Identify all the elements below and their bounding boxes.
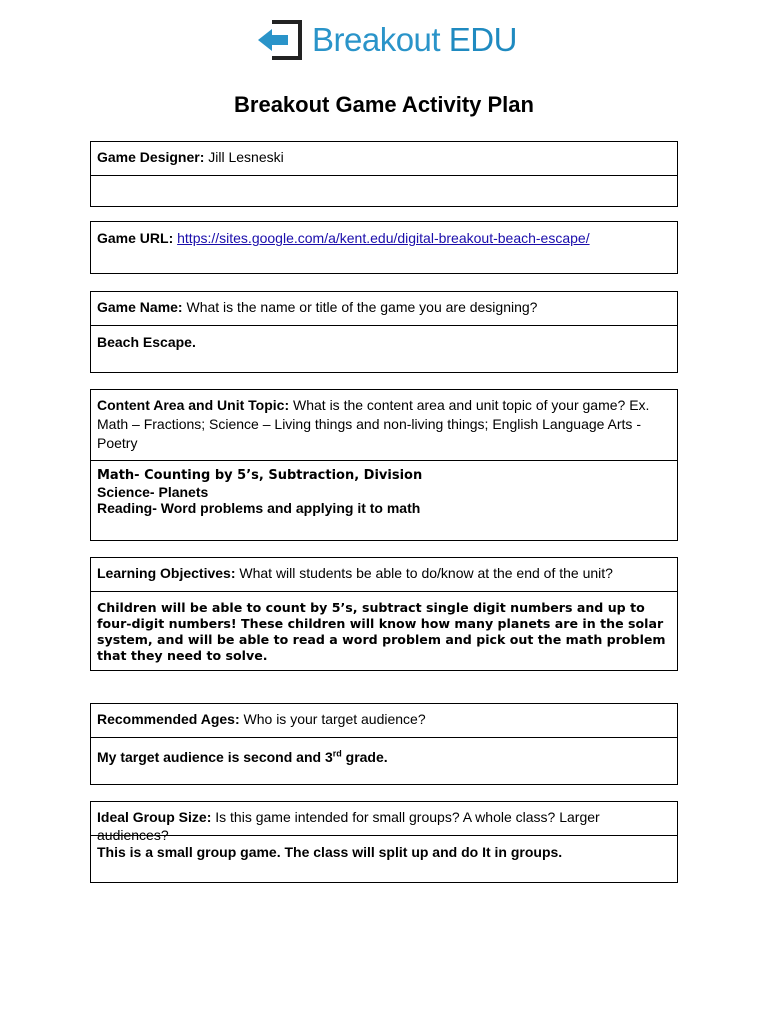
name-box xyxy=(90,291,678,373)
group-answer: This is a small group game. The class will split up and do It in groups. xyxy=(97,844,563,860)
content-answer-line-3: Reading- Word problems and applying it to math xyxy=(97,500,421,516)
game-url-link[interactable]: https://sites.google.com/a/kent.edu/digital-breakout-beach-escape/ xyxy=(177,230,590,246)
ages-box xyxy=(90,703,678,785)
url-box xyxy=(90,221,678,274)
content-answer-line-2: Science- Planets xyxy=(97,484,209,500)
content-box xyxy=(90,389,678,541)
page-title: Breakout Game Activity Plan xyxy=(234,92,534,117)
group-box xyxy=(90,801,678,883)
name-prompt: What is the name or title of the game you are designing? xyxy=(186,299,538,315)
objectives-box xyxy=(90,557,678,671)
content-label: Content Area and Unit Topic: xyxy=(97,397,290,413)
designer-label: Game Designer: xyxy=(97,149,205,165)
designer-value: Jill Lesneski xyxy=(208,149,284,165)
ages-label: Recommended Ages: xyxy=(97,711,240,727)
group-prompt: Is this game intended for small groups? A whole class? Larger audiences? xyxy=(97,809,600,843)
designer-empty-row xyxy=(91,175,677,206)
content-answer-line-1: Math- Counting by 5’s, Subtraction, Division xyxy=(97,468,423,483)
designer-box xyxy=(90,141,678,207)
breakout-edu-logo xyxy=(256,18,517,62)
content-prompt: What is the content area and unit topic of your game? Ex. Math – Fractions; Science – Living things and non-living things; English Language Arts - Poetry xyxy=(97,397,650,451)
group-label: Ideal Group Size: xyxy=(97,809,212,825)
objectives-prompt: What will students be able to do/know at the end of the unit? xyxy=(239,565,613,581)
name-label: Game Name: xyxy=(97,299,183,315)
objectives-answer: Children will be able to count by 5’s, subtract single digit numbers and up to four-digit numbers! These children will know how many planets are in the solar system, and will be able to read a word problem and pick out the math problem that they need to solve. xyxy=(97,600,666,663)
url-label: Game URL: xyxy=(97,230,174,246)
breakout-door-icon xyxy=(256,18,306,62)
logo-wordmark: Breakout EDU xyxy=(312,21,517,58)
ages-prompt: Who is your target audience? xyxy=(243,711,426,727)
objectives-label: Learning Objectives: xyxy=(97,565,236,581)
ages-answer: My target audience is second and 3rd grade. xyxy=(97,748,388,765)
name-answer: Beach Escape. xyxy=(97,334,196,350)
